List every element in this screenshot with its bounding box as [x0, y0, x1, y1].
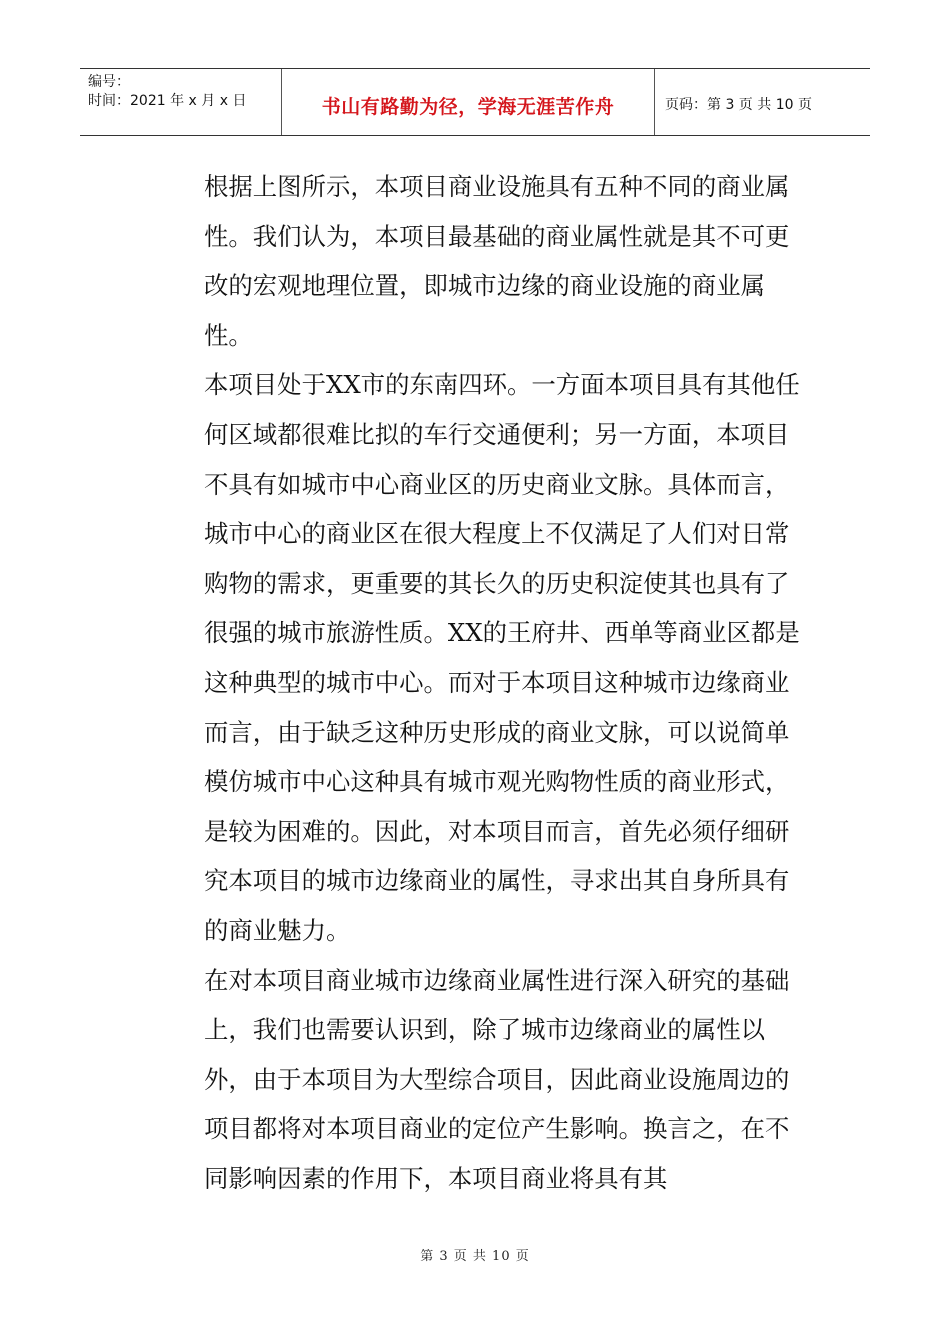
header-meta-cell [80, 69, 282, 135]
document-header [80, 68, 870, 136]
header-time-label: 时间：2021 年 x 月 x 日 [88, 93, 247, 109]
header-page-cell [655, 69, 870, 135]
header-page-code: 页码：第 3 页 共 10 页 [665, 97, 812, 113]
page-footer: 第 3 页 共 10 页 [420, 1249, 530, 1264]
header-number-label: 编号： [88, 74, 130, 90]
header-motto: 书山有路勤为径，学海无涯苦作舟 [321, 95, 615, 118]
header-motto-cell [282, 69, 655, 135]
body-paragraph: 本项目处于XX市的东南四环。一方面本项目具有其他任何区域都很难比拟的车行交通便利；另一方面，本项目不具有如城市中心商业区的历史商业文脉。具体而言，城市中心的商业区在很大程度上不仅满足了人们对日常购物的需求，更重要的其长久的历史积淀使其也具有了很强的城市旅游性质。XX的王府井、西单等商业区都是这种典型的城市中心。而对于本项目这种城市边缘商业而言，由于缺乏这种历史形成的商业文脉，可以说简单模仿城市中心这种具有城市观光购物性质的商业形式，是较为困难的。因此，对本项目而言，首先必须仔细研究本项目的城市边缘商业的属性，寻求出其自身所具有的商业魅力。 [204, 370, 800, 945]
body-content [204, 162, 804, 1203]
body-paragraph: 根据上图所示，本项目商业设施具有五种不同的商业属性。我们认为，本项目最基础的商业属性就是其不可更改的宏观地理位置，即城市边缘的商业设施的商业属性。 [204, 172, 790, 350]
body-paragraph: 在对本项目商业城市边缘商业属性进行深入研究的基础上，我们也需要认识到，除了城市边缘商业的属性以外，由于本项目为大型综合项目，因此商业设施周边的项目都将对本项目商业的定位产生影响。换言之，在不同影响因素的作用下，本项目商业将具有其 [204, 965, 790, 1193]
